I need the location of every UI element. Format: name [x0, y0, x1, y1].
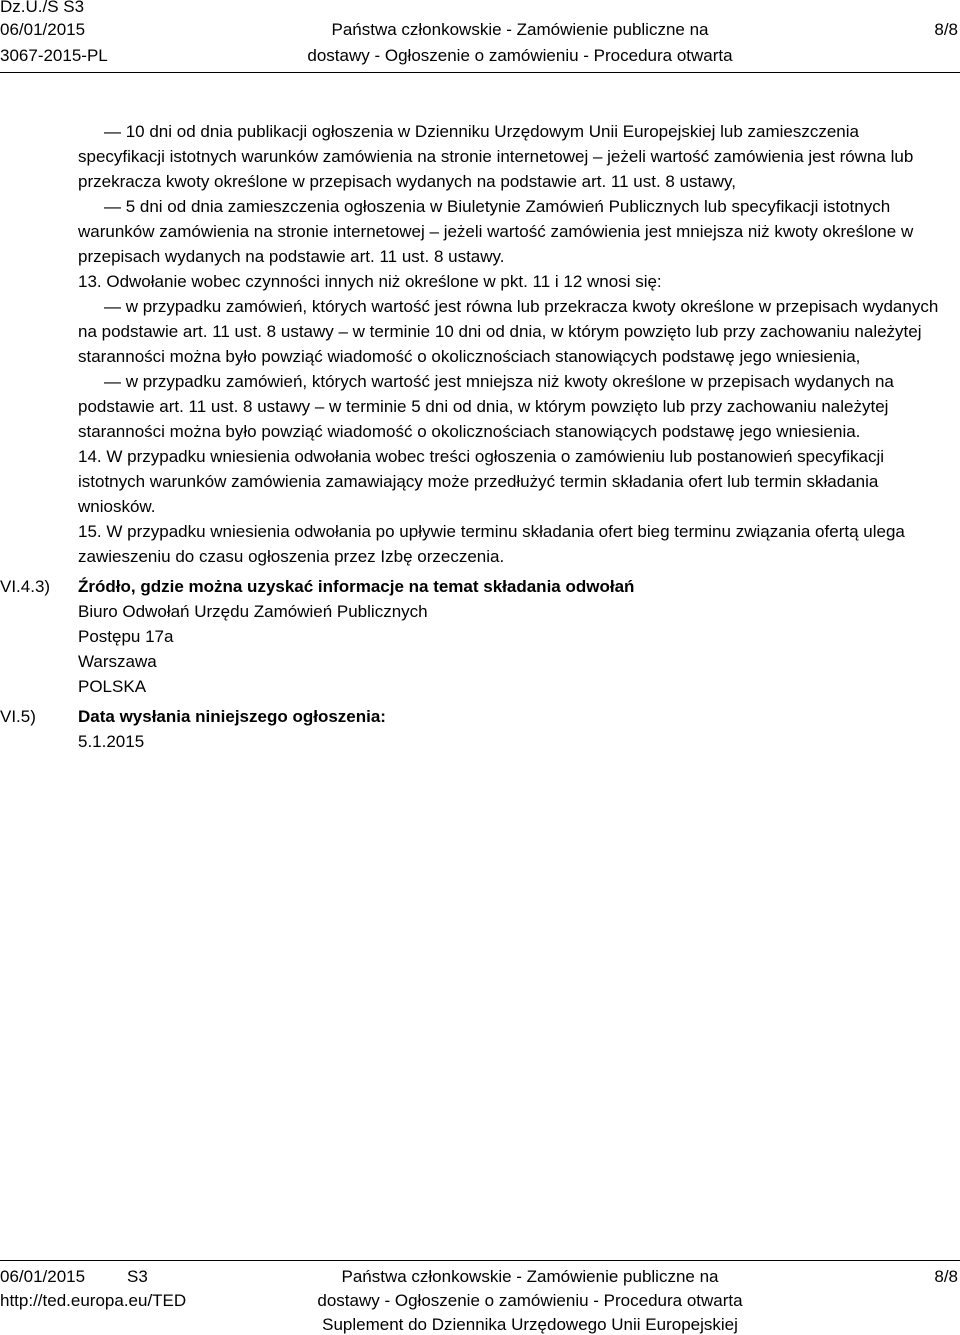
review-body-street: Postępu 17a [78, 627, 174, 646]
header-page-number: 8/8 [934, 20, 958, 39]
text-line: przepisach wydanych na podstawie art. 11 ust. 8 ustawy. [78, 247, 505, 266]
header-title-line1: Państwa członkowskie - Zamówienie publiczne na [331, 20, 709, 39]
text-line: — 10 dni od dnia publikacji ogłoszenia w Dzienniku Urzędowym Unii Europejskiej lub zamieszczenia [104, 122, 859, 141]
notice-id: 3067-2015-PL [0, 46, 108, 65]
footer-url-link[interactable]: http://ted.europa.eu/TED [0, 1291, 187, 1310]
text-line: specyfikacji istotnych warunków zamówienia na stronie internetowej – jeżeli wartość zamówienia jest równa lub [78, 147, 914, 166]
review-body-name: Biuro Odwołań Urzędu Zamówień Publicznych [78, 602, 428, 621]
footer-page-number: 8/8 [934, 1267, 958, 1286]
text-line: warunków zamówienia na stronie internetowej – jeżeli wartość zamówienia jest mniejsza niż kwoty określone w [78, 222, 914, 241]
footer-rule [0, 1260, 960, 1261]
text-line: 14. W przypadku wniesienia odwołania wobec treści ogłoszenia o zamówieniu lub postanowień specyfikacji [78, 447, 885, 466]
text-line: zawieszeniu do czasu ogłoszenia przez Izbę orzeczenia. [78, 547, 505, 566]
footer-title-line1: Państwa członkowskie - Zamówienie publiczne na [341, 1267, 719, 1286]
text-line: staranności można było powziąć wiadomość o okolicznościach stanowiących podstawę jego wniesienia, [78, 347, 861, 366]
text-line: wniosków. [78, 497, 156, 516]
header-title-line2: dostawy - Ogłoszenie o zamówieniu - Procedura otwarta [307, 46, 733, 65]
header-date: 06/01/2015 [0, 20, 86, 39]
text-line: — 5 dni od dnia zamieszczenia ogłoszenia w Biuletynie Zamówień Publicznych lub specyfikacji istotnych [104, 197, 891, 216]
footer-date: 06/01/2015 [0, 1267, 86, 1286]
journal-ref: Dz.U./S S3 [0, 0, 85, 16]
text-line: podstawie art. 11 ust. 8 ustawy – w terminie 5 dni od dnia, w którym powzięto lub przy zachowaniu należytej [78, 397, 889, 416]
section-number-vi43: VI.4.3) [0, 577, 51, 596]
footer-series: S3 [127, 1267, 148, 1286]
text-line: na podstawie art. 11 ust. 8 ustawy – w terminie 10 dni od dnia, w którym powzięto lub przy zachowaniu należytej [78, 322, 922, 341]
section-heading-vi43: Źródło, gdzie można uzyskać informacje na temat składania odwołań [78, 577, 635, 596]
dispatch-date: 5.1.2015 [78, 732, 145, 751]
text-line: staranności można było powziąć wiadomość o okolicznościach stanowiących podstawę jego wniesienia. [78, 422, 861, 441]
review-body-city: Warszawa [78, 652, 157, 671]
text-line: — w przypadku zamówień, których wartość jest mniejsza niż kwoty określone w przepisach wydanych na [104, 372, 894, 391]
text-line: 13. Odwołanie wobec czynności innych niż określone w pkt. 11 i 12 wnosi się: [78, 272, 662, 291]
text-line: 15. W przypadku wniesienia odwołania po upływie terminu składania ofert bieg terminu związania ofertą ulega [78, 522, 905, 541]
text-line: — w przypadku zamówień, których wartość jest równa lub przekracza kwoty określone w przepisach wydanych [104, 297, 939, 316]
section-number-vi5: VI.5) [0, 707, 36, 726]
header-rule [0, 72, 960, 73]
review-body-country: POLSKA [78, 677, 147, 696]
text-line: istotnych warunków zamówienia zamawiający może przedłużyć termin składania ofert lub termin składania [78, 472, 879, 491]
section-heading-vi5: Data wysłania niniejszego ogłoszenia: [78, 707, 386, 726]
text-line: przekracza kwoty określone w przepisach wydanych na podstawie art. 11 ust. 8 ustawy, [78, 172, 736, 191]
footer-title-line3: Suplement do Dziennika Urzędowego Unii Europejskiej [322, 1315, 738, 1334]
footer-title-line2: dostawy - Ogłoszenie o zamówieniu - Procedura otwarta [317, 1291, 743, 1310]
